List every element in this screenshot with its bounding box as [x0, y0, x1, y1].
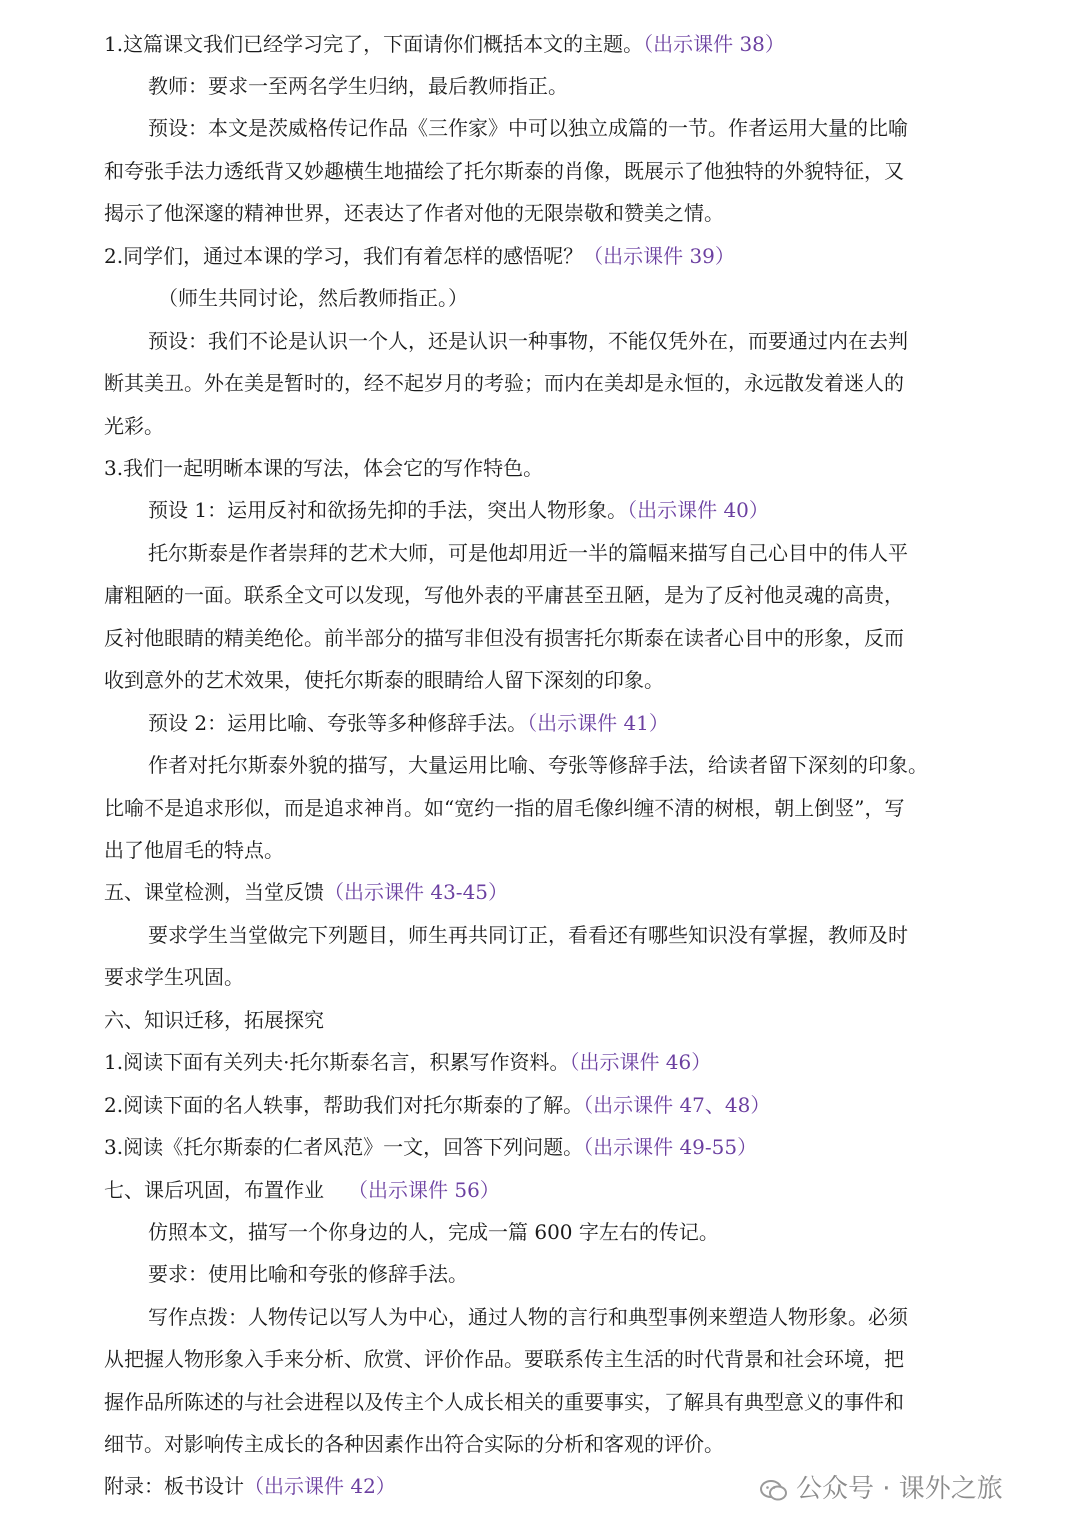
text-line: 庸粗陋的一面。联系全文可以发现，写他外表的平庸甚至丑陋，是为了反衬他灵魂的高贵， [104, 583, 904, 607]
courseware-ref: （出示课件 47、48） [583, 1093, 771, 1117]
text-line: 托尔斯泰是作者崇拜的艺术大师，可是他却用近一半的篇幅来描写自己心目中的伟人平 [148, 541, 908, 565]
text-line: 收到意外的艺术效果，使托尔斯泰的眼睛给人留下深刻的印象。 [104, 668, 664, 692]
courseware-ref: （出示课件 38） [643, 32, 785, 56]
text-line: 反衬他眼睛的精美绝伦。前半部分的描写非但没有损害托尔斯泰在读者心目中的形象，反而 [104, 626, 904, 650]
text-line: 从把握人物形象入手来分析、欣赏、评价作品。要联系传主生活的时代背景和社会环境，把 [104, 1347, 904, 1371]
section-heading: 七、课后巩固，布置作业 （出示课件 56） [104, 1178, 500, 1202]
courseware-ref: （出示课件 49-55） [583, 1135, 758, 1159]
text-line: （师生共同讨论，然后教师指正。） [158, 286, 468, 310]
courseware-ref: （出示课件 46） [569, 1050, 712, 1074]
text-line: 要求学生巩固。 [104, 965, 244, 989]
text-line: 1.阅读下面有关列夫·托尔斯泰名言，积累写作资料。（出示课件 46） [104, 1050, 712, 1074]
wechat-icon [760, 1479, 788, 1501]
text-line: 要求：使用比喻和夸张的修辞手法。 [148, 1262, 468, 1286]
text-line: 预设 1：运用反衬和欲扬先抑的手法，突出人物形象。（出示课件 40） [148, 498, 769, 522]
text-line: 写作点拨：人物传记以写人为中心，通过人物的言行和典型事例来塑造人物形象。必须 [148, 1305, 908, 1329]
text-line: 光彩。 [104, 414, 164, 438]
watermark [760, 1468, 1003, 1505]
text-line: 揭示了他深邃的精神世界，还表达了作者对他的无限崇敬和赞美之情。 [104, 201, 724, 225]
text-line: 作者对托尔斯泰外貌的描写，大量运用比喻、夸张等修辞手法，给读者留下深刻的印象。 [148, 753, 928, 777]
courseware-ref: （出示课件 41） [527, 711, 669, 735]
courseware-ref: （出示课件 39） [583, 244, 735, 268]
text-line: 要求学生当堂做完下列题目，师生再共同订正，看看还有哪些知识没有掌握，教师及时 [148, 923, 908, 947]
section-heading: 六、知识迁移，拓展探究 [104, 1008, 324, 1032]
text-line: 2.同学们，通过本课的学习，我们有着怎样的感悟呢？（出示课件 39） [104, 244, 735, 268]
section-heading: 五、课堂检测，当堂反馈（出示课件 43-45） [104, 880, 509, 904]
watermark-text: 公众号 · 课外之旅 [796, 1474, 1003, 1504]
text-line: 和夸张手法力透纸背又妙趣横生地描绘了托尔斯泰的肖像，既展示了他独特的外貌特征，又 [104, 159, 904, 183]
text-line: 教师：要求一至两名学生归纳，最后教师指正。 [148, 74, 568, 98]
courseware-ref: （出示课件 43-45） [324, 880, 509, 904]
text-line: 预设：本文是茨威格传记作品《三作家》中可以独立成篇的一节。作者运用大量的比喻 [148, 116, 908, 140]
text-line: 比喻不是追求形似，而是追求神肖。如“宽约一指的眉毛像纠缠不清的树根，朝上倒竖”，写 [104, 796, 905, 820]
courseware-ref: （出示课件 40） [627, 498, 769, 522]
text-line: 附录：板书设计（出示课件 42） [104, 1474, 396, 1498]
courseware-ref: （出示课件 42） [244, 1474, 396, 1498]
text-line: 3.我们一起明晰本课的写法，体会它的写作特色。 [104, 456, 544, 480]
text-line: 2.阅读下面的名人轶事，帮助我们对托尔斯泰的了解。（出示课件 47、48） [104, 1093, 771, 1117]
text-line: 1.这篇课文我们已经学习完了，下面请你们概括本文的主题。（出示课件 38） [104, 32, 785, 56]
courseware-ref: （出示课件 56） [358, 1178, 500, 1202]
text-line: 预设 2：运用比喻、夸张等多种修辞手法。（出示课件 41） [148, 711, 669, 735]
text-line: 预设：我们不论是认识一个人，还是认识一种事物，不能仅凭外在，而要通过内在去判 [148, 329, 908, 353]
text-line: 出了他眉毛的特点。 [104, 838, 284, 862]
text-line: 3.阅读《托尔斯泰的仁者风范》一文，回答下列问题。（出示课件 49-55） [104, 1135, 758, 1159]
text-line: 仿照本文，描写一个你身边的人，完成一篇 600 字左右的传记。 [148, 1220, 719, 1244]
text-line: 细节。对影响传主成长的各种因素作出符合实际的分析和客观的评价。 [104, 1432, 724, 1456]
text-line: 断其美丑。外在美是暂时的，经不起岁月的考验；而内在美却是永恒的，永远散发着迷人的 [104, 371, 904, 395]
text-line: 握作品所陈述的与社会进程以及传主个人成长相关的重要事实，了解具有典型意义的事件和 [104, 1390, 904, 1414]
